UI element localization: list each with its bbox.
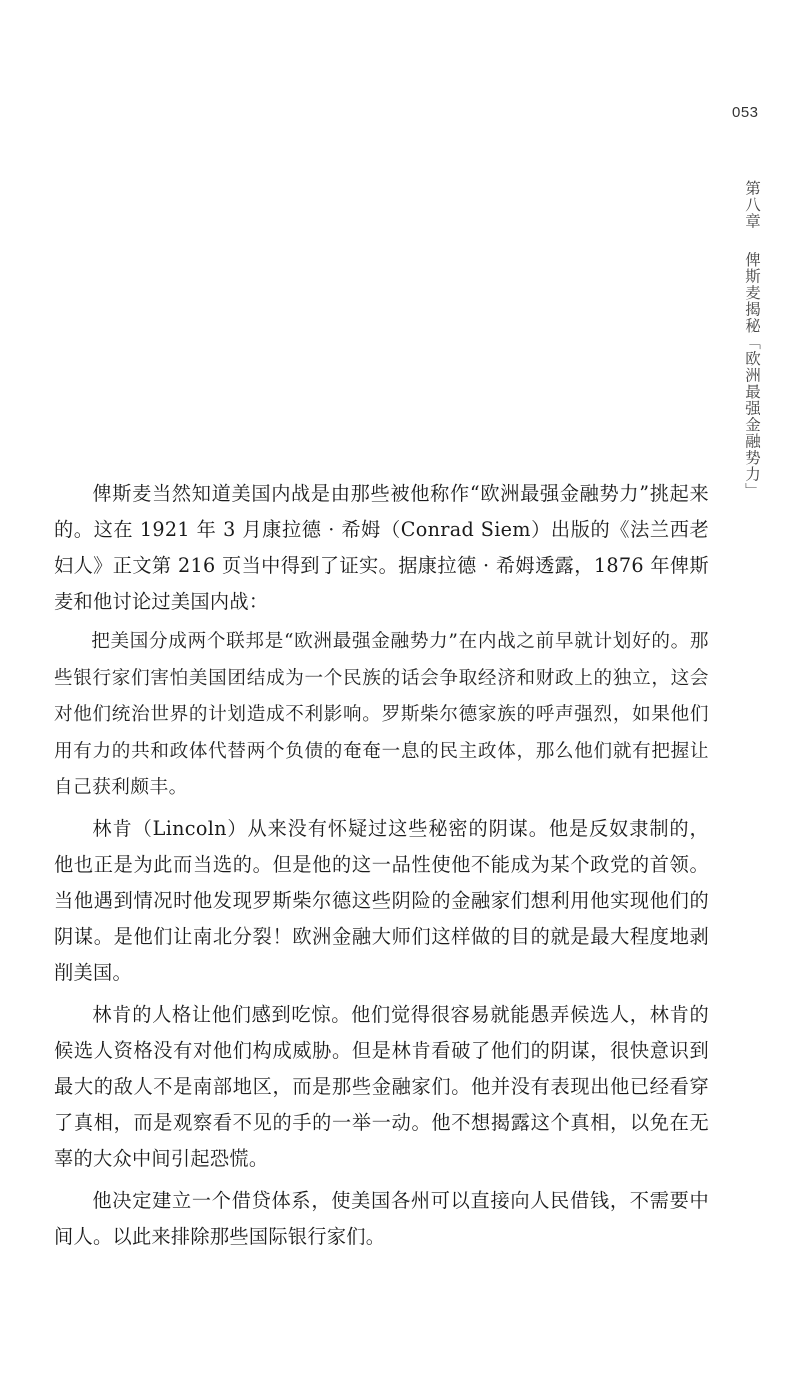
- running-head-chapter: 第八章: [743, 180, 761, 230]
- running-head: [743, 180, 761, 499]
- running-head-title: 俾斯麦揭秘「欧洲最强金融势力」: [743, 251, 761, 499]
- page-number: 053: [732, 104, 759, 121]
- paragraph-2: 林肯（Lincoln）从来没有怀疑过这些秘密的阴谋。他是反奴隶制的，他也正是为此而当选的。但是他的这一品性使他不能成为某个政党的首领。当他遇到情况时他发现罗斯柴尔德这些阴险的金融家们想利用他实现他们的阴谋。是他们让南北分裂！欧洲金融大师们这样做的目的就是最大程度地剥削美国。: [54, 816, 709, 984]
- paragraph-3: 林肯的人格让他们感到吃惊。他们觉得很容易就能愚弄候选人，林肯的候选人资格没有对他们构成威胁。但是林肯看破了他们的阴谋，很快意识到最大的敌人不是南部地区，而是那些金融家们。他并没有表现出他已经看穿了真相，而是观察看不见的手的一举一动。他不想揭露这个真相，以免在无辜的大众中间引起恐慌。: [54, 1002, 709, 1170]
- block-quote: 把美国分成两个联邦是“欧洲最强金融势力”在内战之前早就计划好的。那些银行家们害怕美国团结成为一个民族的话会争取经济和财政上的独立，这会对他们统治世界的计划造成不利影响。罗斯柴尔德家族的呼声强烈，如果他们用有力的共和政体代替两个负债的奄奄一息的民主政体，那么他们就有把握让自己获利颇丰。: [54, 631, 709, 799]
- paragraph-4: 他决定建立一个借贷体系，使美国各州可以直接向人民借钱，不需要中间人。以此来排除那些国际银行家们。: [54, 1188, 709, 1248]
- paragraph-1: 俾斯麦当然知道美国内战是由那些被他称作“欧洲最强金融势力”挑起来的。这在 1921 年 3 月康拉德 · 希姆（Conrad Siem）出版的《法兰西老妇人》正文第 216 页当中得到了证实。据康拉德 · 希姆透露，1876 年俾斯麦和他讨论过美国内战：: [54, 482, 709, 613]
- body-text: [54, 476, 709, 1255]
